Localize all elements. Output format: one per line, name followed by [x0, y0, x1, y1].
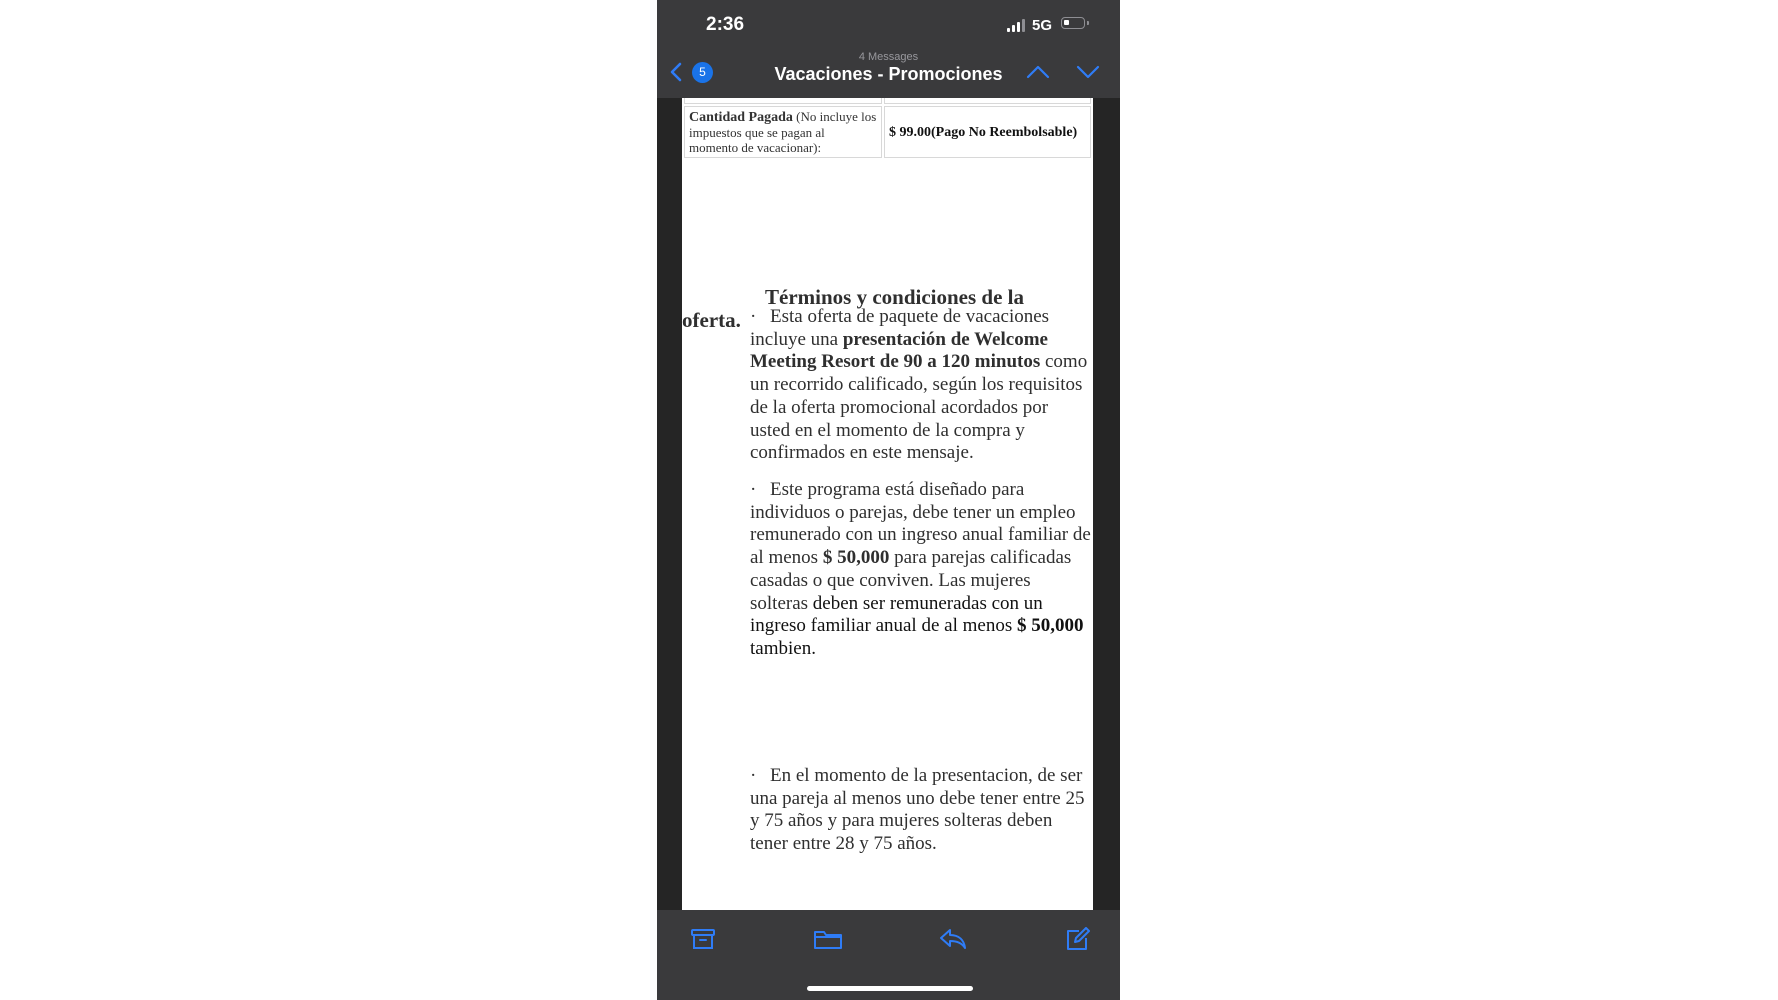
bullet-mark: · [750, 765, 757, 786]
folder-icon [813, 927, 843, 951]
terms-bullet-2: · Este programa está diseñado para individuos o parejas, debe tener un empleo remunerado con un ingreso anual familiar de al menos $ 50,000 para parejas calificadas casadas o que conviven. Las mujeres solteras deben ser remuneradas con un ingreso familiar anual de al menos $ 50,000 tambien. [750, 479, 1091, 659]
chevron-down-icon [1076, 65, 1100, 79]
next-message-button[interactable] [1072, 58, 1104, 86]
previous-message-button[interactable] [1022, 58, 1054, 86]
nav-title: Vacaciones - Promociones [774, 64, 1003, 84]
back-button[interactable] [667, 54, 717, 90]
table-row [684, 106, 1091, 158]
signal-icon [1007, 19, 1025, 32]
archive-icon [690, 927, 716, 951]
email-body[interactable] [682, 98, 1093, 910]
bullet-mark: · [750, 306, 757, 327]
phone-screen [657, 0, 1120, 1000]
compose-button[interactable] [1060, 924, 1096, 958]
network-label: 5G [1032, 17, 1053, 34]
payment-table [682, 98, 1093, 160]
bottom-toolbar [657, 910, 1120, 1000]
amount-paid-label [684, 106, 882, 158]
move-to-folder-button[interactable] [810, 924, 846, 958]
status-bar [657, 0, 1120, 48]
status-time: 2:36 [706, 14, 745, 35]
amount-paid-label-note: (No incluye los impuestos que se pagan al momento de vacacionar): [689, 109, 877, 155]
terms-heading-line1: Términos y condiciones de la [765, 285, 1025, 309]
amount-paid-value: $ 99.00(Pago No Reembolsable) [884, 106, 1091, 158]
nav-bar [657, 48, 1120, 98]
terms-bullet-1: · Esta oferta de paquete de vacaciones incluye una presentación de Welcome Meeting Resort de 90 a 120 minutos como un recorrido calificado, según los requisitos de la oferta promocional acordados por usted en el momento de la compra y confirmados en este mensaje. [750, 306, 1088, 464]
message-count: 4 Messages [858, 51, 919, 63]
archive-button[interactable] [685, 924, 721, 958]
table-row [684, 98, 1091, 104]
reply-button[interactable] [935, 924, 971, 958]
terms-heading-line2: oferta. [682, 308, 741, 332]
unread-badge: 5 [692, 62, 713, 83]
chevron-left-icon [669, 62, 683, 82]
battery-icon [1061, 17, 1085, 29]
reply-icon [938, 927, 968, 951]
compose-icon [1065, 927, 1091, 951]
bullet-mark: · [750, 479, 757, 500]
chevron-up-icon [1026, 65, 1050, 79]
terms-bullet-3: · En el momento de la presentacion, de ser una pareja al menos uno debe tener entre 25 y 75 años y para mujeres solteras deben tener entre 28 y 75 años. [750, 765, 1085, 855]
home-indicator[interactable] [807, 986, 973, 991]
amount-paid-label-bold: Cantidad Pagada [689, 110, 793, 125]
